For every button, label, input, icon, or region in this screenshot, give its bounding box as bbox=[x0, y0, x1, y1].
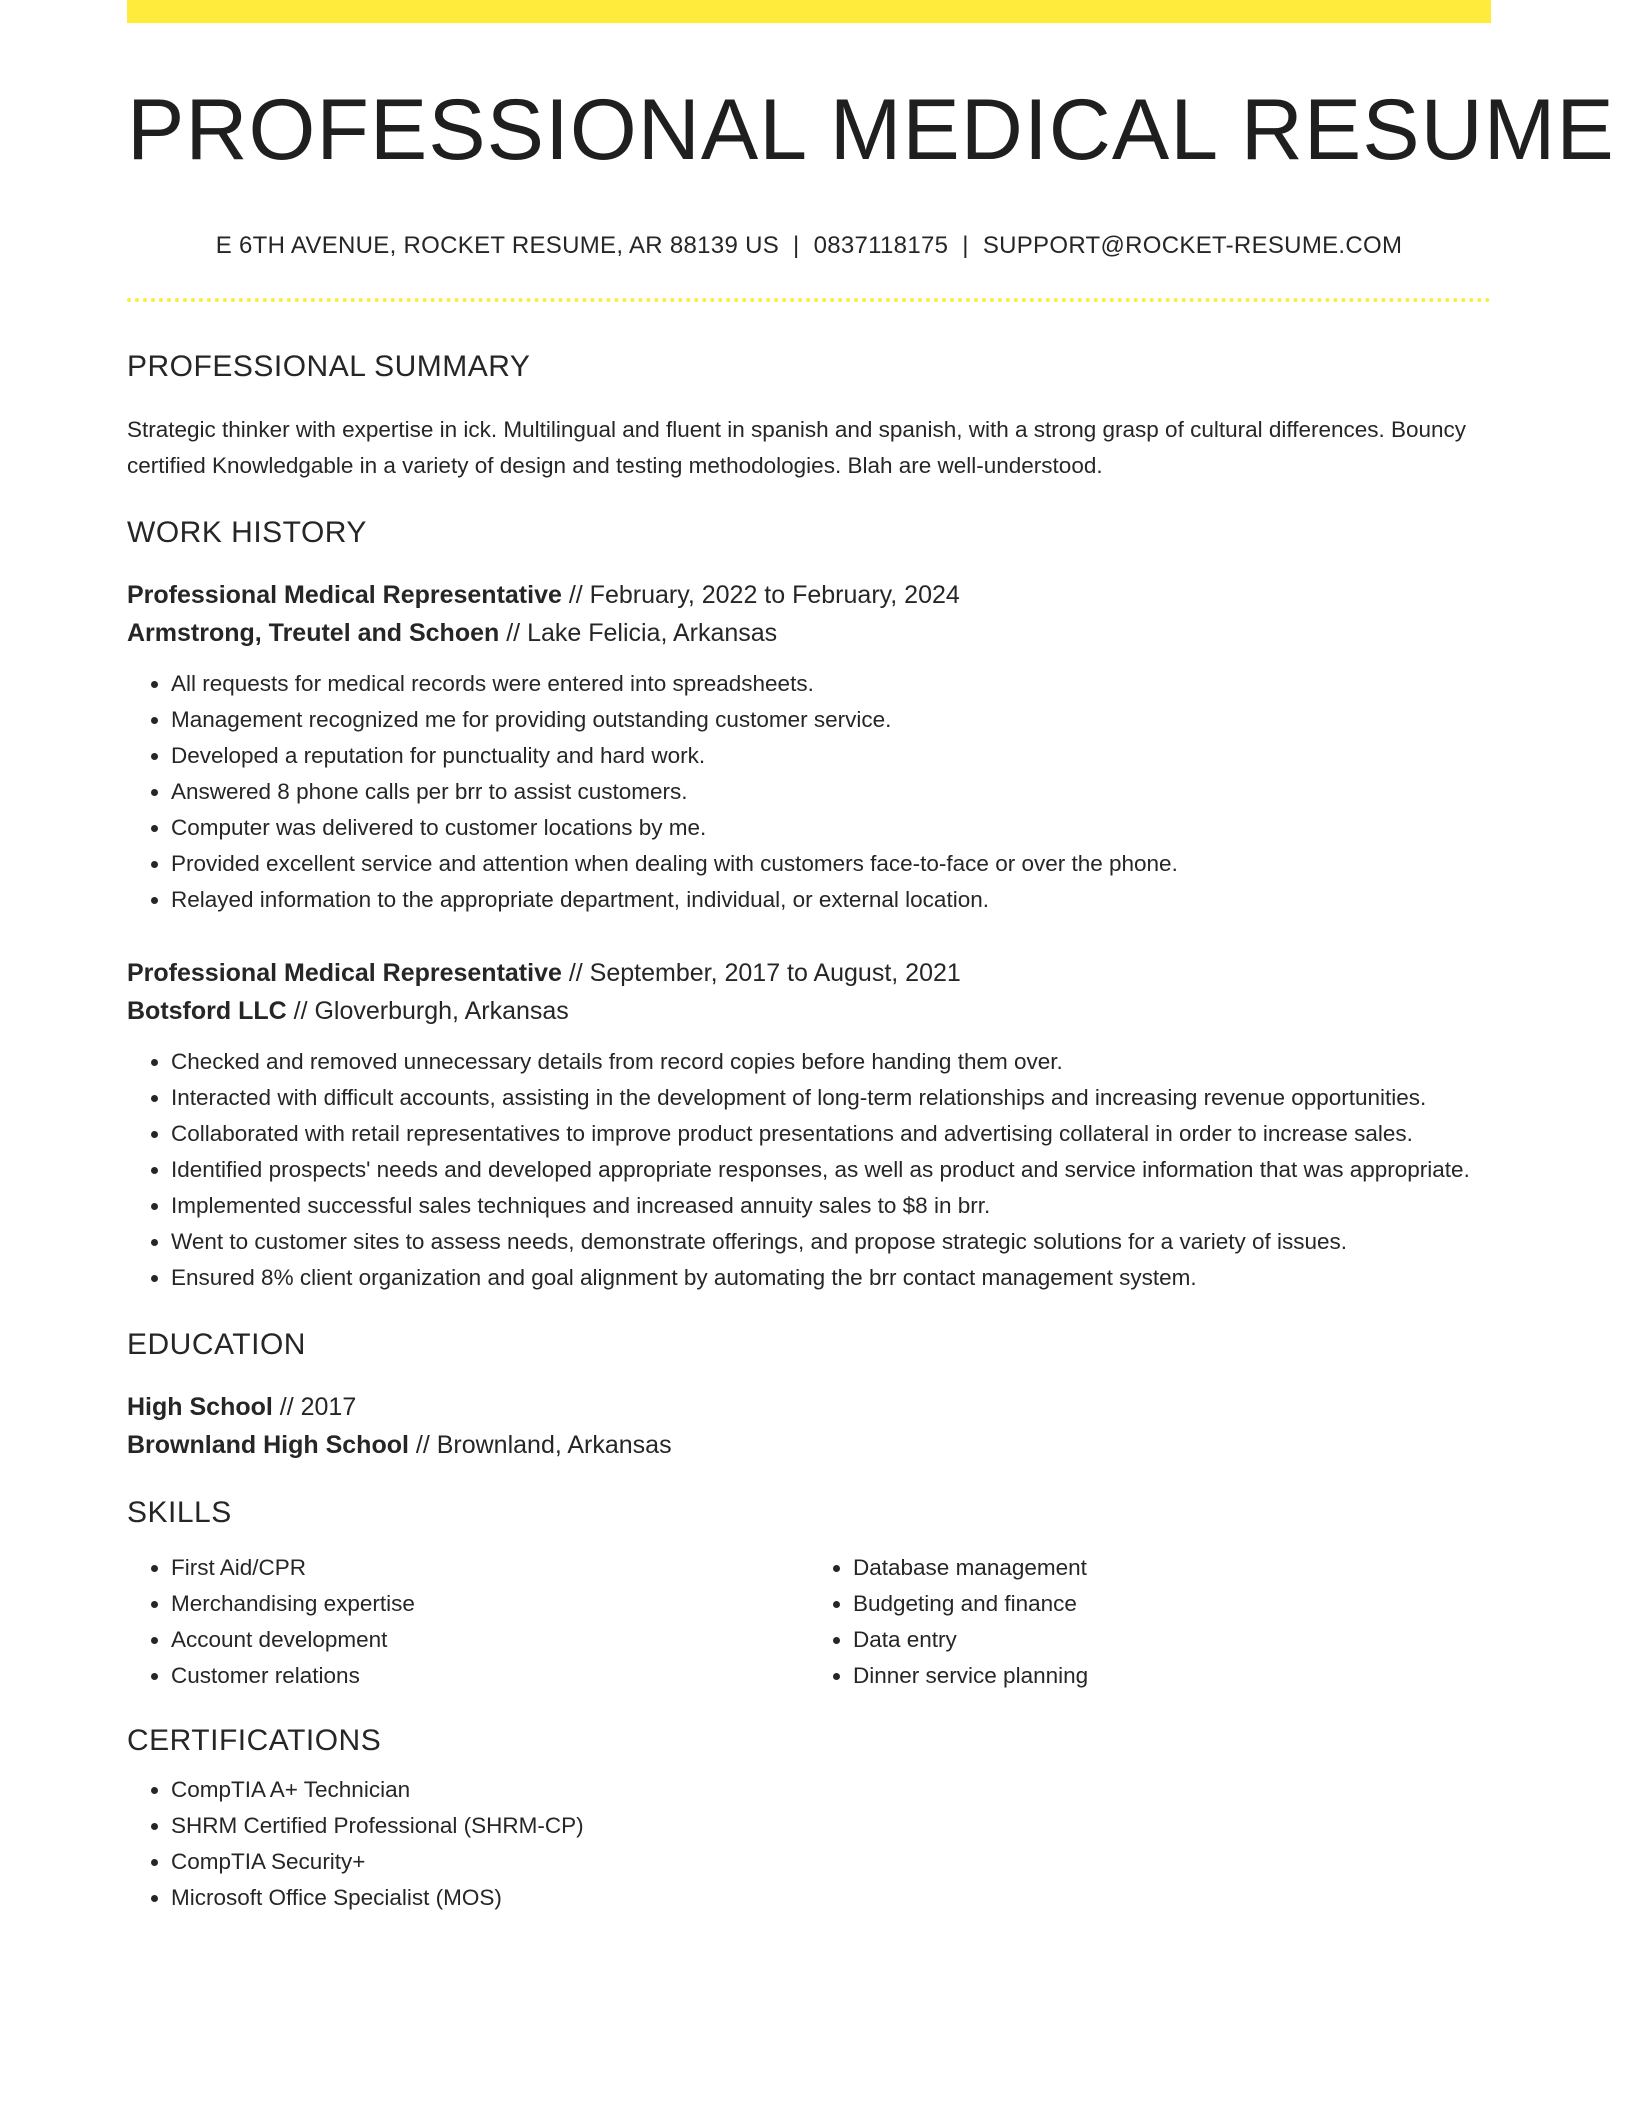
resume-name: PROFESSIONAL MEDICAL RESUME bbox=[127, 82, 1615, 178]
job-location: // Gloverburgh, Arkansas bbox=[286, 996, 569, 1025]
list-item: • Customer relations bbox=[171, 1658, 809, 1694]
list-item: • Data entry bbox=[853, 1622, 1491, 1658]
list-item: • Answered 8 phone calls per brr to assist customers. bbox=[171, 774, 1491, 810]
job-company-line bbox=[127, 614, 1491, 652]
education-heading: EDUCATION bbox=[127, 1327, 306, 1361]
list-item: • CompTIA Security+ bbox=[171, 1844, 1491, 1880]
contact-phone: 0837118175 bbox=[813, 231, 949, 259]
job-role-line bbox=[127, 576, 1491, 614]
list-item: • Relayed information to the appropriate department, individual, or external location. bbox=[171, 882, 1491, 918]
list-item: • Ensured 8% client organization and goal alignment by automating the brr contact management system. bbox=[171, 1260, 1491, 1296]
summary-text: Strategic thinker with expertise in ick. Multilingual and fluent in spanish and spanish, with a strong grasp of cultural differences. Bouncy certified Knowledgable in a variety of design and testing methodologies. Blah are well-understood. bbox=[127, 416, 1467, 478]
accent-top-bar bbox=[127, 0, 1491, 23]
education-school-line bbox=[127, 1426, 1491, 1464]
skills-columns bbox=[127, 1550, 1491, 1694]
list-item: • Account development bbox=[171, 1622, 809, 1658]
list-item: • SHRM Certified Professional (SHRM-CP) bbox=[171, 1808, 1491, 1844]
certifications-list bbox=[127, 1772, 1491, 1916]
job-bullets bbox=[127, 1044, 1491, 1296]
job-dates: // September, 2017 to August, 2021 bbox=[561, 958, 961, 987]
list-item: • First Aid/CPR bbox=[171, 1550, 809, 1586]
education-degree: High School bbox=[127, 1392, 273, 1421]
list-item: • Computer was delivered to customer locations by me. bbox=[171, 810, 1491, 846]
resume-page bbox=[127, 0, 1615, 1916]
education-year: // 2017 bbox=[272, 1392, 357, 1421]
list-item: • Identified prospects' needs and developed appropriate responses, as well as product and service information that was appropriate. bbox=[171, 1152, 1491, 1188]
list-item: • Management recognized me for providing outstanding customer service. bbox=[171, 702, 1491, 738]
education-degree-line bbox=[127, 1388, 1491, 1426]
list-item: • All requests for medical records were entered into spreadsheets. bbox=[171, 666, 1491, 702]
list-item: • Interacted with difficult accounts, assisting in the development of long-term relationships and increasing revenue opportunities. bbox=[171, 1080, 1491, 1116]
contact-separator: | bbox=[793, 231, 800, 259]
job-dates: // February, 2022 to February, 2024 bbox=[561, 580, 960, 609]
contact-address: E 6TH AVENUE, ROCKET RESUME, AR 88139 US bbox=[215, 231, 780, 259]
contact-separator: | bbox=[962, 231, 969, 259]
job-role-line bbox=[127, 954, 1491, 992]
list-item: • Budgeting and finance bbox=[853, 1586, 1491, 1622]
education-school: Brownland High School bbox=[127, 1430, 409, 1459]
dotted-divider bbox=[127, 298, 1491, 302]
certifications-heading: CERTIFICATIONS bbox=[127, 1723, 382, 1757]
job-role: Professional Medical Representative bbox=[127, 958, 562, 987]
job-location: // Lake Felicia, Arkansas bbox=[499, 618, 778, 647]
skills-right-list bbox=[809, 1550, 1491, 1694]
list-item: • Developed a reputation for punctuality and hard work. bbox=[171, 738, 1491, 774]
list-item: • CompTIA A+ Technician bbox=[171, 1772, 1491, 1808]
work-history-heading: WORK HISTORY bbox=[127, 515, 367, 549]
job-bullets bbox=[127, 666, 1491, 918]
job-company: Botsford LLC bbox=[127, 996, 287, 1025]
skills-heading: SKILLS bbox=[127, 1495, 232, 1529]
list-item: • Dinner service planning bbox=[853, 1658, 1491, 1694]
list-item: • Implemented successful sales techniques and increased annuity sales to $8 in brr. bbox=[171, 1188, 1491, 1224]
job-entry bbox=[127, 576, 1491, 918]
education-location: // Brownland, Arkansas bbox=[408, 1430, 672, 1459]
summary-heading: PROFESSIONAL SUMMARY bbox=[127, 349, 531, 383]
job-company-line bbox=[127, 992, 1491, 1030]
list-item: • Provided excellent service and attention when dealing with customers face-to-face or over the phone. bbox=[171, 846, 1491, 882]
list-item: • Microsoft Office Specialist (MOS) bbox=[171, 1880, 1491, 1916]
list-item: • Database management bbox=[853, 1550, 1491, 1586]
job-company: Armstrong, Treutel and Schoen bbox=[127, 618, 500, 647]
list-item: • Merchandising expertise bbox=[171, 1586, 809, 1622]
list-item: • Collaborated with retail representatives to improve product presentations and advertising collateral in order to increase sales. bbox=[171, 1116, 1491, 1152]
contact-email: SUPPORT@ROCKET-RESUME.COM bbox=[982, 231, 1403, 259]
list-item: • Checked and removed unnecessary details from record copies before handing them over. bbox=[171, 1044, 1491, 1080]
list-item: • Went to customer sites to assess needs, demonstrate offerings, and propose strategic solutions for a variety of issues. bbox=[171, 1224, 1491, 1260]
job-entry bbox=[127, 954, 1491, 1296]
contact-line bbox=[127, 232, 1491, 260]
skills-left-list bbox=[127, 1550, 809, 1694]
job-role: Professional Medical Representative bbox=[127, 580, 562, 609]
education-entry bbox=[127, 1388, 1491, 1464]
